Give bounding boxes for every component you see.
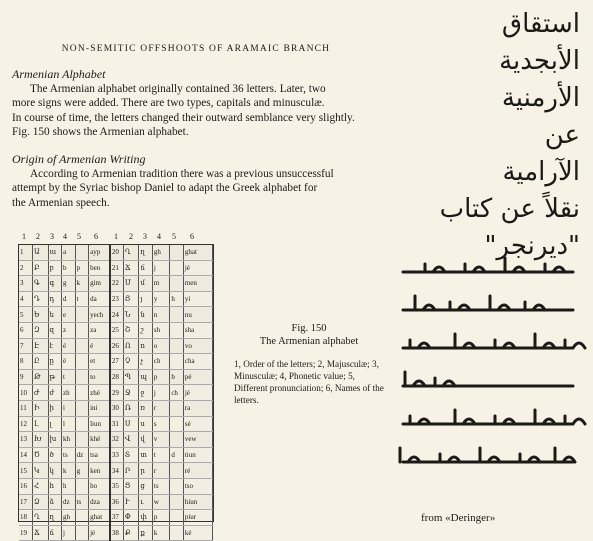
table-cell <box>75 369 89 385</box>
table-cell: kh <box>62 432 76 448</box>
syriac-line <box>395 402 580 436</box>
table-cell: ծ <box>48 447 62 463</box>
table-cell: Ր <box>123 463 138 479</box>
arabic-line: الأبجدية <box>499 46 580 76</box>
table-cell: p <box>75 260 89 276</box>
table-cell: Ց <box>123 478 138 494</box>
table-cell: 16 <box>19 478 33 494</box>
table-cell: h <box>170 291 184 307</box>
table-cell: Ա <box>33 245 48 260</box>
column-number: 3 <box>143 232 147 241</box>
table-cell: ayp <box>89 245 110 260</box>
column-number: 2 <box>36 232 40 241</box>
table-cell: d <box>170 447 184 463</box>
table-cell: ղ <box>48 510 62 526</box>
table-cell: 6 <box>19 322 33 338</box>
table-cell: o <box>152 338 169 354</box>
table-cell: d <box>62 291 76 307</box>
armenian-alphabet-table <box>18 244 214 537</box>
table-cell: et <box>89 354 110 370</box>
table-cell <box>170 307 184 323</box>
table-cell: Ճ <box>123 260 138 276</box>
paragraph-armenian-alphabet <box>12 82 369 139</box>
table-cell: z <box>62 322 76 338</box>
table-cell: Կ <box>33 463 48 479</box>
table-cell: գ <box>48 276 62 292</box>
table-cell: 32 <box>110 432 124 448</box>
paragraph-line: more signs were added. There are two types, capitals and minusculæ. <box>12 97 325 110</box>
table-cell: Թ <box>33 369 48 385</box>
table-cell: h <box>62 478 76 494</box>
table-row <box>19 478 213 494</box>
caption-description: 1, Order of the letters; 2, Majusculæ; 3, Minusculæ; 4, Phonetic value; 5, Different pronunciation; 6, Names of the letters. <box>234 359 384 405</box>
table-cell: 7 <box>19 338 33 354</box>
table-cell: 21 <box>110 260 124 276</box>
table-cell: բ <box>48 260 62 276</box>
table-cell: 4 <box>19 291 33 307</box>
table-cell: Զ <box>33 322 48 338</box>
table-cell <box>170 463 184 479</box>
arabic-line: الأرمنية <box>501 83 580 113</box>
table-cell: ի <box>48 400 62 416</box>
arabic-line: "ديرنجر" <box>484 231 580 261</box>
arabic-line: نقلاً عن كتاب <box>439 194 580 224</box>
table-cell: yi <box>183 291 212 307</box>
table-cell: Փ <box>123 510 138 526</box>
paragraph-origin <box>12 167 369 210</box>
table-cell: za <box>89 322 110 338</box>
table-cell: tsa <box>89 447 110 463</box>
table-cell: 38 <box>110 525 124 541</box>
table-row <box>19 400 213 416</box>
table-cell: khé <box>89 432 110 448</box>
table-cell: t <box>152 447 169 463</box>
table-cell <box>170 354 184 370</box>
table-row <box>19 510 213 526</box>
table-cell: ւ <box>139 494 153 510</box>
table-cell: é <box>62 338 76 354</box>
table-cell: j <box>152 385 169 401</box>
table-cell: Տ <box>123 447 138 463</box>
table-cell <box>170 322 184 338</box>
table-cell: 31 <box>110 416 124 432</box>
column-number: 5 <box>172 232 176 241</box>
column-number: 5 <box>77 232 81 241</box>
table-row <box>19 432 213 448</box>
table-cell: ց <box>139 478 153 494</box>
table-cell: w <box>152 494 169 510</box>
table-cell: 30 <box>110 400 124 416</box>
table-row <box>19 307 213 323</box>
column-number: 2 <box>129 232 133 241</box>
table-cell: զ <box>48 322 62 338</box>
table-cell: ë <box>62 354 76 370</box>
table-row <box>19 463 213 479</box>
table-cell: ké <box>183 525 212 541</box>
table-cell: Ե <box>33 307 48 323</box>
table-cell <box>75 510 89 526</box>
table-cell: 5 <box>19 307 33 323</box>
table-cell: Յ <box>123 291 138 307</box>
table-cell: տ <box>139 447 153 463</box>
table-cell: Հ <box>33 478 48 494</box>
table-cell: ս <box>139 416 153 432</box>
arabic-line: الآرامية <box>502 157 580 187</box>
table-cell: խ <box>48 432 62 448</box>
table-cell: é <box>89 338 110 354</box>
table-row <box>19 385 213 401</box>
table-cell: da <box>89 291 110 307</box>
table-cell <box>75 525 89 541</box>
table-cell: zh <box>62 385 76 401</box>
table-row <box>19 354 213 370</box>
table-cell <box>170 338 184 354</box>
table-cell: պ <box>139 369 153 385</box>
table-cell: ղ <box>139 245 153 260</box>
table-cell: gh <box>62 510 76 526</box>
table-cell: Ւ <box>123 494 138 510</box>
table-cell: g <box>75 463 89 479</box>
table-cell: մ <box>139 276 153 292</box>
table-cell: ո <box>139 338 153 354</box>
table-cell <box>170 276 184 292</box>
table-cell: r <box>152 463 169 479</box>
column-number-row <box>8 232 214 244</box>
figure-caption <box>234 322 384 406</box>
table-cell: 3 <box>19 276 33 292</box>
table-cell: yech <box>89 307 110 323</box>
table-cell: 29 <box>110 385 124 401</box>
table-cell: gh <box>152 245 169 260</box>
table-cell: hiun <box>183 494 212 510</box>
table-cell <box>75 416 89 432</box>
table-cell: Խ <box>33 432 48 448</box>
table-cell: 15 <box>19 463 33 479</box>
table-cell: հ <box>48 478 62 494</box>
table-cell: 1 <box>19 245 33 260</box>
table-cell: ճ <box>48 525 62 541</box>
table-cell: j <box>152 260 169 276</box>
table-cell: k <box>62 463 76 479</box>
table-cell: t <box>62 369 76 385</box>
table-cell: Գ <box>33 276 48 292</box>
table-cell: vo <box>183 338 212 354</box>
table-cell: cha <box>183 354 212 370</box>
table-cell <box>75 478 89 494</box>
table-cell: 24 <box>110 307 124 323</box>
paragraph-line: In course of time, the letters changed their outward semblance very slightly. <box>12 111 355 124</box>
table-cell: է <box>48 338 62 354</box>
table-cell: y <box>152 291 169 307</box>
table-cell: Ջ <box>123 385 138 401</box>
table-cell: v <box>152 432 169 448</box>
table-cell: 8 <box>19 354 33 370</box>
syriac-script-sample <box>395 250 580 478</box>
arabic-annotation <box>400 6 580 265</box>
table-row <box>19 245 213 260</box>
table-cell: g <box>62 276 76 292</box>
table-cell <box>75 322 89 338</box>
table-cell: jé <box>183 385 212 401</box>
table-cell: Մ <box>123 276 138 292</box>
running-head: NON-SEMITIC OFFSHOOTS OF ARAMAIC BRANCH <box>61 44 331 54</box>
table-cell: Դ <box>33 291 48 307</box>
syriac-line <box>395 364 580 398</box>
table-cell: ժ <box>48 385 62 401</box>
table-cell <box>170 432 184 448</box>
table-cell: 14 <box>19 447 33 463</box>
column-number: 6 <box>190 232 194 241</box>
table-cell: փ <box>139 510 153 526</box>
table-cell <box>170 400 184 416</box>
table-cell: ts <box>152 478 169 494</box>
table-cell: sha <box>183 322 212 338</box>
table-cell: nu <box>183 307 212 323</box>
table-cell: tiun <box>183 447 212 463</box>
table-cell: k <box>152 525 169 541</box>
table-cell <box>75 432 89 448</box>
column-number: 3 <box>50 232 54 241</box>
table-cell: 17 <box>19 494 33 510</box>
table-cell: ho <box>89 478 110 494</box>
table-cell: Լ <box>33 416 48 432</box>
table-cell <box>170 478 184 494</box>
table-cell <box>170 245 184 260</box>
section-title-origin: Origin of Armenian Writing <box>12 152 146 166</box>
table-cell <box>75 245 89 260</box>
table-row <box>19 260 213 276</box>
table-row <box>19 338 213 354</box>
table-cell: լ <box>48 416 62 432</box>
table-cell: 34 <box>110 463 124 479</box>
table-cell: ձ <box>48 494 62 510</box>
armenian-alphabet-figure <box>8 232 214 537</box>
table-cell: sé <box>183 416 212 432</box>
column-number: 4 <box>63 232 67 241</box>
syriac-line <box>395 250 580 284</box>
table-cell <box>170 510 184 526</box>
table-cell: ts <box>62 447 76 463</box>
table-cell: pé <box>183 369 212 385</box>
table-cell: zhé <box>89 385 110 401</box>
table-cell: 36 <box>110 494 124 510</box>
table-cell: ջ <box>139 385 153 401</box>
table-cell: tso <box>183 478 212 494</box>
table-cell: ini <box>89 400 110 416</box>
table-cell: Ը <box>33 354 48 370</box>
table-cell: ք <box>139 525 153 541</box>
table-row <box>19 322 213 338</box>
syriac-line <box>395 440 580 474</box>
table-cell <box>75 307 89 323</box>
table-cell: piur <box>183 510 212 526</box>
table-cell <box>170 494 184 510</box>
table-cell: 2 <box>19 260 33 276</box>
table-cell: ghat <box>89 510 110 526</box>
table-cell: to <box>89 369 110 385</box>
table-cell: k <box>75 276 89 292</box>
table-cell: dz <box>75 447 89 463</box>
table-cell: 26 <box>110 338 124 354</box>
table-cell: յ <box>139 291 153 307</box>
table-cell: 33 <box>110 447 124 463</box>
table-cell: j <box>62 525 76 541</box>
table-cell: r <box>152 400 169 416</box>
table-cell: ken <box>89 463 110 479</box>
syriac-line <box>395 288 580 322</box>
table-cell: dza <box>89 494 110 510</box>
table-cell: sh <box>152 322 169 338</box>
paragraph-line: The Armenian alphabet originally contained 36 letters. Later, two <box>30 83 326 95</box>
table-cell: liun <box>89 416 110 432</box>
table-cell: 9 <box>19 369 33 385</box>
table-cell: Ո <box>123 338 138 354</box>
table-cell: i <box>62 400 76 416</box>
table-row <box>19 525 213 541</box>
table-cell: ն <box>139 307 153 323</box>
table-cell <box>75 354 89 370</box>
caption-figure-number: Fig. 150 <box>291 323 327 334</box>
syriac-line <box>395 326 580 360</box>
table-cell: jé <box>183 260 212 276</box>
table-cell: s <box>152 416 169 432</box>
table-cell: Ժ <box>33 385 48 401</box>
table-cell: men <box>183 276 212 292</box>
table-cell: ra <box>183 400 212 416</box>
paragraph-line: attempt by the Syriac bishop Daniel to adapt the Greek alphabet for <box>12 182 318 195</box>
table-cell: 20 <box>110 245 124 260</box>
arabic-line: استقاق <box>501 9 580 39</box>
paragraph-line: Fig. 150 shows the Armenian alphabet. <box>12 125 189 138</box>
table-cell: l <box>62 416 76 432</box>
table-cell: Ի <box>33 400 48 416</box>
table-row <box>19 447 213 463</box>
table-cell: p <box>152 510 169 526</box>
table-cell: Ձ <box>33 494 48 510</box>
table-cell: jé <box>89 525 110 541</box>
table-cell: b <box>170 369 184 385</box>
table-cell <box>75 338 89 354</box>
table-cell: Ռ <box>123 400 138 416</box>
source-credit: from «Deringer» <box>421 512 496 524</box>
table-cell: Պ <box>123 369 138 385</box>
table-cell: ե <box>48 307 62 323</box>
table-cell: Ք <box>123 525 138 541</box>
table-cell <box>75 400 89 416</box>
caption-title: The Armenian alphabet <box>259 336 359 347</box>
table-cell: a <box>62 245 76 260</box>
table-cell: vew <box>183 432 212 448</box>
table-cell: 11 <box>19 400 33 416</box>
table-cell: Է <box>33 338 48 354</box>
column-number: 1 <box>22 232 26 241</box>
column-number: 4 <box>157 232 161 241</box>
table-row <box>19 416 213 432</box>
table-row <box>19 291 213 307</box>
table-cell: ghat <box>183 245 212 260</box>
table-cell: ch <box>152 354 169 370</box>
table-cell: ռ <box>139 400 153 416</box>
table-cell: Վ <box>123 432 138 448</box>
table-cell: 18 <box>19 510 33 526</box>
table-cell: ճ <box>139 260 153 276</box>
table-cell: Ս <box>123 416 138 432</box>
table-cell: Ծ <box>33 447 48 463</box>
table-cell: b <box>62 260 76 276</box>
section-title-armenian-alphabet: Armenian Alphabet <box>12 67 106 81</box>
table-cell: 37 <box>110 510 124 526</box>
table-cell: ts <box>75 494 89 510</box>
arabic-line: عن <box>544 120 580 150</box>
table-cell: Ղ <box>123 245 138 260</box>
table-cell: 10 <box>19 385 33 401</box>
table-cell: 23 <box>110 291 124 307</box>
table-row <box>19 276 213 292</box>
table-cell: կ <box>48 463 62 479</box>
table-cell <box>170 525 184 541</box>
table-cell: 12 <box>19 416 33 432</box>
paragraph-line: According to Armenian tradition there was a previous unsuccessful <box>30 168 334 180</box>
table-cell <box>75 385 89 401</box>
table-cell: չ <box>139 354 153 370</box>
table-cell: Շ <box>123 322 138 338</box>
column-number: 1 <box>114 232 118 241</box>
table-row <box>19 369 213 385</box>
table-cell: 25 <box>110 322 124 338</box>
table-cell <box>170 416 184 432</box>
table-cell: n <box>152 307 169 323</box>
table-cell: m <box>152 276 169 292</box>
table-cell: ա <box>48 245 62 260</box>
table-cell: 13 <box>19 432 33 448</box>
table-cell: թ <box>48 369 62 385</box>
table-cell: Ն <box>123 307 138 323</box>
table-cell: ré <box>183 463 212 479</box>
table-cell: e <box>62 307 76 323</box>
table-cell: 22 <box>110 276 124 292</box>
table-cell: 35 <box>110 478 124 494</box>
table-cell: ը <box>48 354 62 370</box>
column-number: 6 <box>94 232 98 241</box>
table-cell: ր <box>139 463 153 479</box>
table-cell: p <box>152 369 169 385</box>
table-cell: dz <box>62 494 76 510</box>
table-cell: շ <box>139 322 153 338</box>
table-cell: Չ <box>123 354 138 370</box>
table-cell: վ <box>139 432 153 448</box>
table-row <box>19 494 213 510</box>
table-cell: Բ <box>33 260 48 276</box>
table-cell: t <box>75 291 89 307</box>
table-cell: Ղ <box>33 510 48 526</box>
table-cell: 28 <box>110 369 124 385</box>
table-cell: gim <box>89 276 110 292</box>
table-cell: Ճ <box>33 525 48 541</box>
table-cell: ben <box>89 260 110 276</box>
table-cell: 19 <box>19 525 33 541</box>
table-cell: դ <box>48 291 62 307</box>
table-cell: 27 <box>110 354 124 370</box>
table-cell: ch <box>170 385 184 401</box>
paragraph-line: the Armenian speech. <box>12 196 110 209</box>
table-cell <box>170 260 184 276</box>
